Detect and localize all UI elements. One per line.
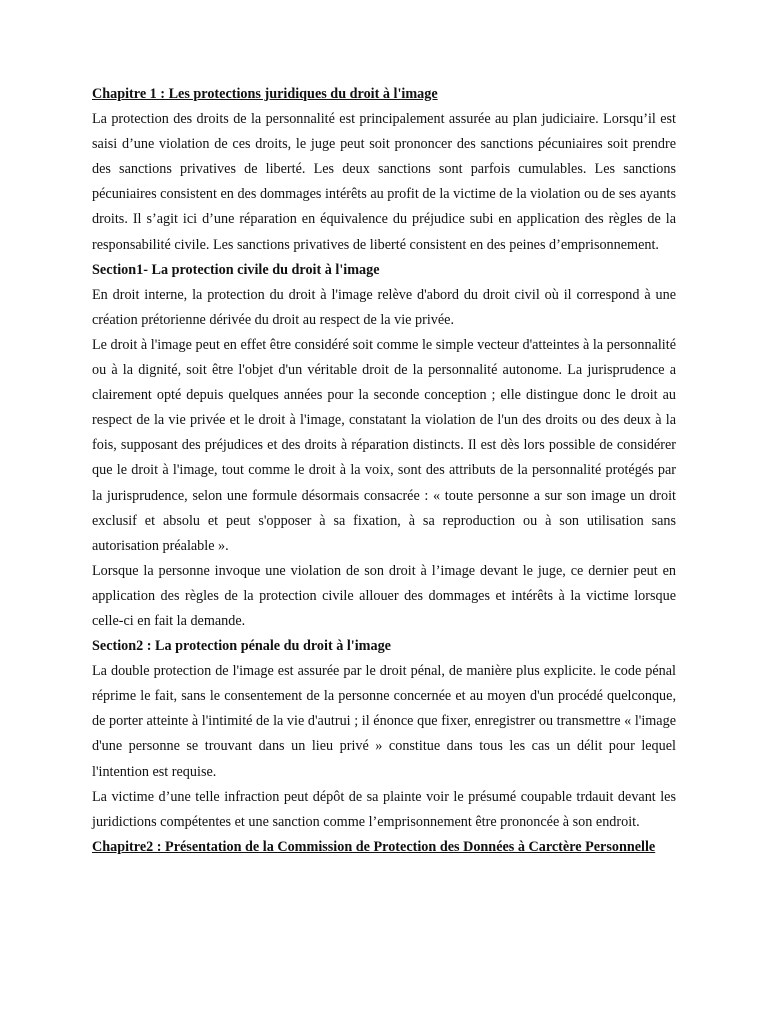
section1-title: Section1- La protection civile du droit à l'image bbox=[92, 261, 380, 278]
section2-title: Section2 : La protection pénale du droit à l'image bbox=[92, 638, 391, 655]
section2-paragraph-1: La double protection de l'image est assurée par le droit pénal, de manière plus explicite. le code pénal réprime le fait, sans le consentement de la personne concernée et au moyen d'un procédé quelconque, de porter atteinte à l'intimité de la vie d'autrui ; il énonce que fixer, enregistrer ou transmettre « l'image d'une personne se trouvant dans un lieu privé » constitue dans tous les cas un délit pour lequel l'intention est requise. bbox=[92, 663, 676, 780]
section1-paragraph-2: Le droit à l'image peut en effet être considéré soit comme le simple vecteur d'atteintes à la personnalité ou à la dignité, soit être l'objet d'un véritable droit de la personnalité autonome. La jurisprudence a clairement opté depuis quelques années pour la seconde conception ; elle distingue donc le droit au respect de la vie privée et le droit à l'image, constatant la violation de l'un des droits ou des deux à la fois, supposant des préjudices et des droits à réparation distincts. Il est dès lors possible de considérer que le droit à l'image, tout comme le droit à la voix, sont des attributs de la personnalité protégés par la jurisprudence, selon une formule désormais consacrée : « toute personne a sur son image un droit exclusif et absolu et peut s'opposer à sa fixation, à sa reproduction ou à son utilisation sans autorisation préalable ». bbox=[92, 336, 676, 554]
section1-paragraph-1: En droit interne, la protection du droit à l'image relève d'abord du droit civil où il correspond à une création prétorienne dérivée du droit au respect de la vie privée. bbox=[92, 286, 676, 328]
chapter2-title: Chapitre2 : Présentation de la Commission de Protection des Données à Carctère Personnelle bbox=[92, 838, 656, 855]
chapter1-title: Chapitre 1 : Les protections juridiques du droit à l'image bbox=[92, 86, 438, 102]
section1-paragraph-3: Lorsque la personne invoque une violation de son droit à l’image devant le juge, ce dernier peut en application des règles de la protection civile allouer des dommages et intérêts à la victime lorsque celle-ci en fait la demande. bbox=[92, 562, 676, 629]
document-page bbox=[92, 82, 676, 860]
chapter1-intro-paragraph: La protection des droits de la personnalité est principalement assurée au plan judiciaire. Lorsqu’il est saisi d’une violation de ces droits, le juge peut soit prononcer des sanctions pécuniaires soit prendre des sanctions privatives de liberté. Les deux sanctions sont parfois cumulables. Les sanctions pécuniaires consistent en des dommages intérêts au profit de la victime de la violation ou de ses ayants droits. Il s’agit ici d’une réparation en équivalence du préjudice subi en application des règles de la responsabilité civile. Les sanctions privatives de liberté consistent en des peines d’emprisonnement. bbox=[92, 111, 676, 253]
section2-paragraph-2: La victime d’une telle infraction peut dépôt de sa plainte voir le présumé coupable trdauit devant les juridictions compétentes et une sanction comme l’emprisonnement être prononcée à son endroit. bbox=[92, 788, 676, 830]
